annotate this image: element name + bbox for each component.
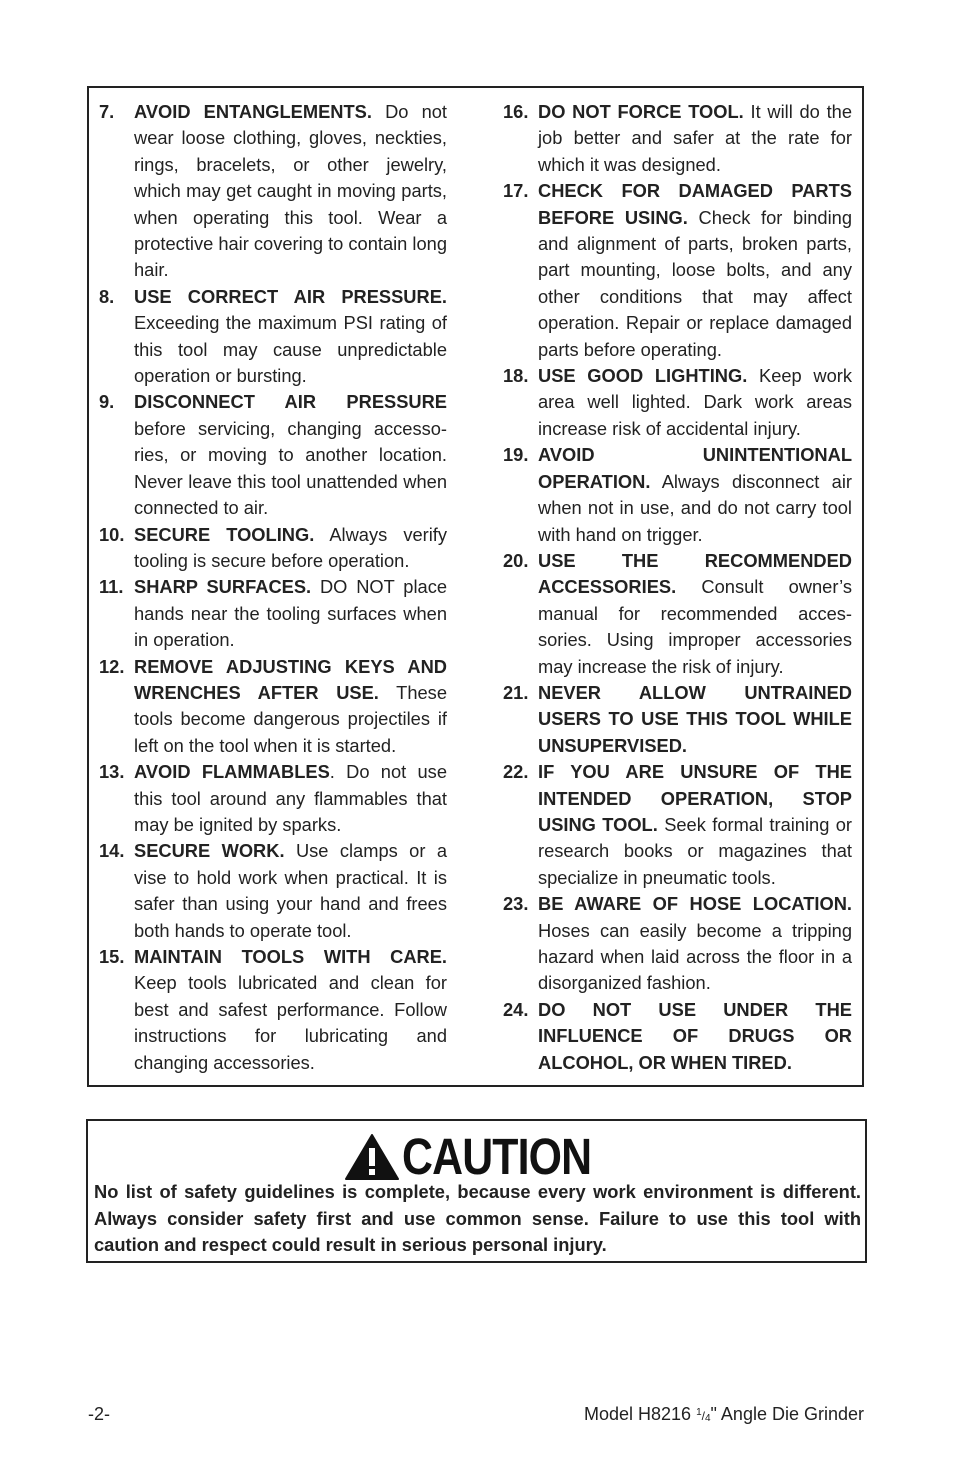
model-suffix: " Angle Die Grinder (710, 1404, 864, 1424)
rule-number: 8. (99, 285, 115, 307)
rules-column-left (99, 99, 447, 1076)
caution-title: CAUTION (402, 1128, 592, 1185)
rule-number: 14. (99, 840, 125, 862)
fraction-numerator: 1 (696, 1407, 702, 1418)
rule-text: Seek formal training or research books or magazines that specialize in pneumatic tools. (538, 813, 853, 888)
rule-item (503, 997, 852, 1076)
rule-item (503, 680, 852, 759)
rule-number: 21. (503, 681, 529, 703)
rule-title: SHARP SURFACES. (134, 576, 312, 598)
rule-title: CHECK FOR DAMAGED PARTS BEFORE USING. (538, 180, 852, 228)
rule-item (99, 522, 447, 575)
caution-box (86, 1119, 867, 1263)
safety-rules-box (87, 86, 864, 1087)
rule-text: These tools become dangerous projectiles if left on the tool when it is started. (134, 681, 447, 756)
rule-text: Check for binding and alignment of parts, broken parts, part mounting, loose bolts, and any other conditions that may affect operation. Repair or replace damaged parts before operating. (538, 206, 852, 360)
rule-text: It will do the job better and safer at the rate for which it was designed. (538, 101, 853, 175)
rule-title: USE GOOD LIGHTING. (538, 365, 748, 387)
rule-number: 13. (99, 761, 125, 783)
rule-text: Do not wear loose clothing, gloves, neckties, rings, bracelets, or other jewelry, which may get caught in moving parts, when operating this tool. Wear a protective hair covering to contain long hair. (134, 101, 447, 281)
rule-number: 18. (503, 365, 529, 387)
rule-item (99, 284, 447, 390)
fraction-denominator: 4 (704, 1413, 711, 1424)
rule-text: . Do not use this tool around any flammables that may be ignited by sparks. (134, 761, 447, 835)
rule-number: 19. (503, 444, 529, 466)
rule-number: 24. (503, 998, 529, 1020)
rule-item (503, 442, 852, 548)
rule-number: 15. (99, 946, 125, 967)
rule-title: IF YOU ARE UNSURE OF THE INTENDED OPERATION, STOP USING TOOL. (538, 761, 852, 835)
rule-title: DO NOT FORCE TOOL. (538, 101, 744, 122)
rule-title: AVOID UNINTENTIONAL OPERATION. (538, 444, 852, 492)
rule-number: 10. (99, 523, 125, 545)
rule-title: SECURE WORK. (134, 840, 285, 862)
model-prefix: Model H8216 (583, 1404, 697, 1424)
rule-number: 16. (503, 101, 529, 122)
rule-title: USE CORRECT AIR PRESSURE. (134, 285, 447, 307)
rule-item (99, 759, 447, 838)
rule-text: Keep work area well lighted. Dark work areas increase risk of accidental injury. (538, 365, 853, 439)
rule-item (503, 363, 852, 442)
page-number: -2- (88, 1404, 110, 1424)
caution-message: No list of safety guidelines is complete, because every work environment is different. Always consider safety first and use common sense. Failure to use this tool with caution and respect could result in serious personal injury. (94, 1181, 861, 1256)
rule-number: 11. (99, 576, 124, 598)
rule-number: 12. (99, 655, 125, 677)
rule-title: AVOID FLAMMABLES (134, 761, 330, 783)
rule-item (503, 891, 852, 997)
rule-number: 9. (99, 391, 115, 413)
rule-item (99, 944, 447, 1076)
rule-text: Always disconnect air when not in use, and do not carry tool with hand on trigger. (538, 470, 852, 545)
footer-model (584, 1404, 864, 1425)
rule-item (99, 574, 447, 653)
rule-title: NEVER ALLOW UNTRAINED USERS TO USE THIS TOOL WHILE UNSUPERVISED. (538, 681, 852, 756)
warning-triangle-icon (344, 1133, 400, 1181)
rule-number: 7. (99, 101, 115, 122)
rule-title: DO NOT USE UNDER THE INFLUENCE OF DRUGS OR ALCOHOL, OR WHEN TIRED. (538, 998, 852, 1073)
rule-text: before servicing, changing accessories, or moving to another location. Never leave this tool unattended when connected to air. (134, 417, 447, 519)
rule-title: BE AWARE OF HOSE LOCATION. (538, 893, 852, 915)
rule-number: 23. (503, 893, 529, 915)
rule-item (99, 389, 447, 521)
rules-column-right (503, 99, 852, 1076)
rule-text: Always verify tooling is secure before operation. (134, 523, 447, 571)
rule-item (99, 838, 447, 944)
rule-item (99, 99, 447, 284)
rule-number: 22. (503, 761, 529, 783)
fraction: $^1/_4$ (696, 1407, 711, 1424)
rule-item (503, 759, 852, 891)
rule-text: Consult owner’s manual for recommended accessories. Using improper accessories may increase the risk of injury. (538, 576, 852, 677)
rule-title: AVOID ENTANGLEMENTS. (134, 101, 372, 122)
rule-text: Hoses can easily become a tripping hazard when laid across the floor in a disorganized fashion. (538, 919, 852, 994)
caution-heading (344, 1127, 627, 1187)
rule-title: SECURE TOOLING. (134, 523, 315, 545)
rule-item (503, 548, 852, 680)
rule-title: DISCONNECT AIR PRESSURE (134, 391, 447, 413)
rule-text: Use clamps or a vise to hold work when practical. It is safer than using your hand and frees both hands to operate tool. (134, 840, 447, 941)
rule-item (503, 99, 852, 178)
rule-title: MAINTAIN TOOLS WITH CARE. (134, 946, 447, 967)
rule-item (99, 654, 447, 760)
rule-title: USE THE RECOMMENDED ACCESSORIES. (538, 549, 852, 598)
rule-title: REMOVE ADJUSTING KEYS AND WRENCHES AFTER USE. (134, 655, 447, 703)
rule-item (503, 178, 852, 363)
rule-text: Keep tools lubricated and clean for best and safest performance. Follow instructions for lubricating and changing accessories. (134, 972, 447, 1073)
rule-text: DO NOT place hands near the tooling surfaces when in operation. (134, 576, 447, 651)
rule-text: Exceeding the maximum PSI rating of this tool may cause unpredictable operation or bursting. (134, 312, 447, 387)
rule-number: 20. (503, 549, 529, 571)
rule-number: 17. (503, 180, 529, 202)
